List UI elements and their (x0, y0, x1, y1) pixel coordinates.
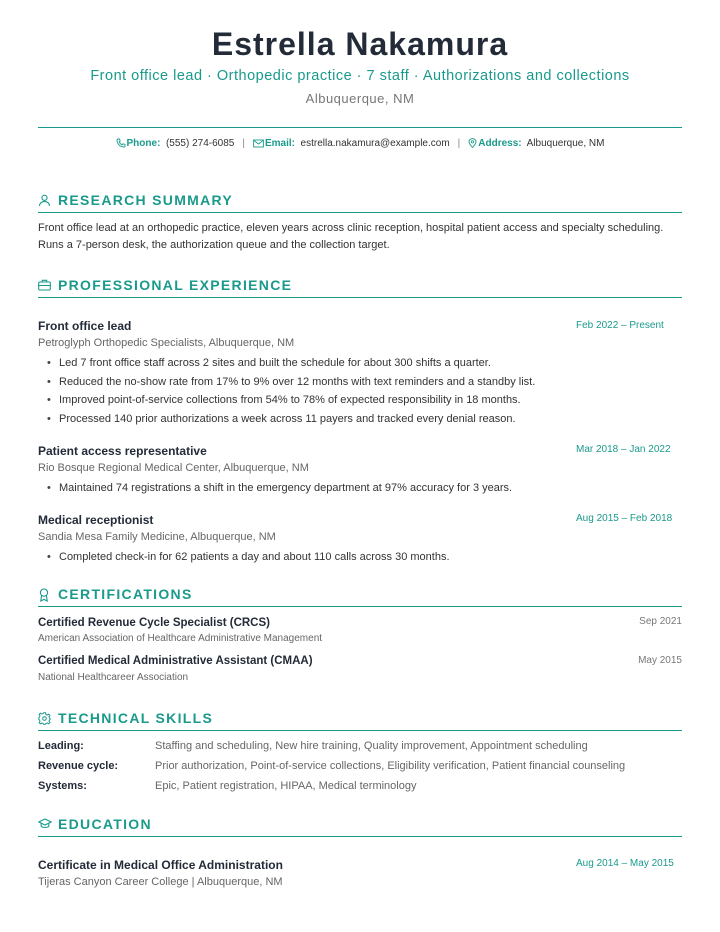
gear-icon (38, 712, 51, 725)
candidate-tagline: Front office lead · Orthopedic practice · 7 staff · Authorizations and collections (90, 68, 630, 84)
section-title-text: RESEARCH SUMMARY (58, 192, 234, 208)
list-item: • Led 7 front office staff across 2 sites and built the schedule for about 300 shifts a quarter. (38, 354, 682, 373)
skill-row (38, 780, 682, 796)
section-title-text: CERTIFICATIONS (58, 586, 193, 602)
section-research-summary (38, 192, 682, 213)
section-certifications (38, 586, 682, 607)
contact-separator: | (242, 138, 245, 149)
section-technical-skills (38, 710, 682, 731)
job-organization: Sandia Mesa Family Medicine, Albuquerque, NM (38, 531, 276, 543)
person-icon (38, 194, 51, 207)
phone-label: Phone: (126, 138, 161, 149)
section-title-text: EDUCATION (58, 816, 152, 832)
job-bullets (38, 354, 682, 429)
email-icon (253, 139, 264, 148)
certification-organization: National Healthcareer Association (38, 672, 189, 683)
skill-values: Prior authorization, Point-of-service collections, Eligibility verification, Patient financial counseling (155, 760, 626, 772)
education-title: Certificate in Medical Office Administration (38, 858, 283, 872)
job-title: Patient access representative (38, 444, 207, 458)
job-title: Front office lead (38, 319, 132, 333)
certification-organization: American Association of Healthcare Administrative Management (38, 633, 323, 644)
certification-name: Certified Medical Administrative Assistant (CMAA) (38, 655, 313, 667)
certification-date: May 2015 (638, 655, 682, 666)
list-item: • Completed check-in for 62 patients a day and about 110 calls across 30 months. (38, 548, 682, 567)
list-item: • Reduced the no-show rate from 17% to 9% over 12 months with text reminders and a standby list. (38, 373, 682, 392)
address-label: Address: (478, 138, 522, 149)
list-item: • Processed 140 prior authorizations a week across 11 payers and tracked every denial reason. (38, 410, 682, 429)
award-ribbon-icon (38, 588, 50, 602)
section-title-text: TECHNICAL SKILLS (58, 710, 214, 726)
certification-name: Certified Revenue Cycle Specialist (CRCS) (38, 617, 270, 629)
contact-bar (38, 138, 682, 149)
skill-category: Revenue cycle: (38, 760, 119, 772)
candidate-location: Albuquerque, NM (305, 91, 415, 106)
job-organization: Petroglyph Orthopedic Specialists, Albuquerque, NM (38, 337, 295, 349)
skill-row (38, 760, 682, 776)
section-education (38, 816, 682, 837)
header-divider (38, 127, 682, 128)
list-item: • Maintained 74 registrations a shift in the emergency department at 97% accuracy for 3 years. (38, 479, 682, 498)
job-dates: Feb 2022 – Present (576, 320, 664, 331)
briefcase-icon (38, 279, 51, 291)
section-professional-experience (38, 277, 682, 298)
education-organization: Tijeras Canyon Career College | Albuquerque, NM (38, 876, 283, 888)
summary-text: Front office lead at an orthopedic practice, eleven years across clinic reception, hospital patient access and specialty scheduling. Runs a 7-person desk, the authorization queue and the collection target. (38, 222, 664, 251)
job-bullets (38, 548, 682, 567)
skill-row (38, 740, 682, 756)
job-dates: Aug 2015 – Feb 2018 (576, 513, 673, 524)
location-pin-icon (468, 138, 477, 148)
contact-separator: | (457, 138, 461, 149)
graduation-cap-icon (38, 818, 52, 830)
list-item: • Improved point-of-service collections from 54% to 78% of expected responsibility in 18 months. (38, 391, 682, 410)
skill-values: Staffing and scheduling, New hire training, Quality improvement, Appointment scheduling (155, 740, 588, 752)
phone-value[interactable]: (555) 274-6085 (165, 138, 235, 149)
skill-values: Epic, Patient registration, HIPAA, Medical terminology (155, 780, 417, 792)
email-value[interactable]: estrella.nakamura@example.com (300, 138, 450, 149)
job-title: Medical receptionist (38, 513, 154, 527)
job-organization: Rio Bosque Regional Medical Center, Albuquerque, NM (38, 462, 309, 474)
address-value: Albuquerque, NM (526, 138, 605, 149)
job-bullets (38, 479, 682, 498)
email-label: Email: (264, 138, 295, 149)
job-dates: Mar 2018 – Jan 2022 (576, 444, 671, 455)
candidate-name: Estrella Nakamura (211, 26, 509, 62)
certification-date: Sep 2021 (639, 616, 682, 627)
education-dates: Aug 2014 – May 2015 (576, 858, 674, 869)
skill-category: Systems: (38, 780, 87, 792)
skill-category: Leading: (38, 740, 84, 752)
section-title-text: PROFESSIONAL EXPERIENCE (58, 277, 293, 293)
phone-icon (116, 138, 126, 148)
